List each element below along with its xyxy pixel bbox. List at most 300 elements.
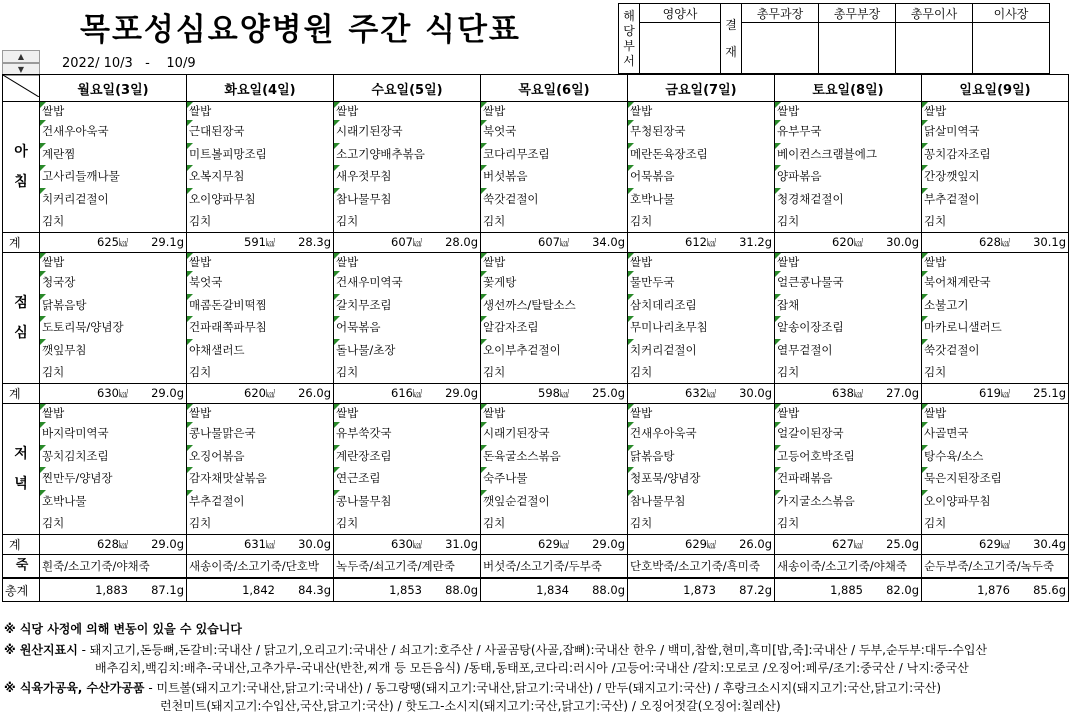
kcal-unit: ㎉ xyxy=(265,390,275,400)
sign-head-2: 총무부장 xyxy=(819,4,896,23)
kcal-value xyxy=(832,384,863,404)
dish-item: 김치 xyxy=(630,516,653,530)
dish-item: 김치 xyxy=(42,365,65,379)
grand-total-values xyxy=(775,579,921,601)
sign-head-4: 이사장 xyxy=(973,4,1050,23)
dish-item: 유부무국 xyxy=(775,120,921,143)
menu-cell xyxy=(775,404,922,535)
dish-item: 묵은지된장조림 xyxy=(922,467,1068,490)
grand-total-values xyxy=(922,579,1068,601)
dish-item: 콩나물무침 xyxy=(334,490,480,513)
kcal-value xyxy=(685,384,716,404)
dish-item: 얼갈이된장국 xyxy=(775,422,921,445)
dish-item: 갈치무조림 xyxy=(334,294,480,317)
dish-item: 쌀밥 xyxy=(628,102,774,120)
dish-item: 쌀밥 xyxy=(187,253,333,271)
note-origin-cont: 배추김치,백김치:배추-국내산,고추가루-국내산(반찬,찌개 등 모든음식) /동태,동태포,코다리:러시아 /고등어:국내산 /갈치:모로코 /오징어:페루/조기:중국산 / 낙지:중국산 xyxy=(95,661,969,675)
dish-item: 생선까스/탈탈소스 xyxy=(481,294,627,317)
total-cell xyxy=(922,233,1069,253)
dish-item: 코다리무조림 xyxy=(481,143,627,166)
kcal-unit: ㎉ xyxy=(118,239,128,249)
total-values xyxy=(481,384,627,403)
dish-item: 쌀밥 xyxy=(922,102,1068,120)
meal-total-row xyxy=(3,384,1069,404)
kcal-value xyxy=(391,384,422,404)
day-header: 토요일(8일) xyxy=(775,75,922,102)
note-processed-cont: 런천미트(돼지고기:수입산,국산,닭고기:국산) / 핫도그-소시지(돼지고기:국산,닭고기:국산) / 오징어젓갈(오징어:칠레산) xyxy=(160,699,781,713)
protein-value: 28.0g xyxy=(445,235,478,249)
kcal-number: 627 xyxy=(832,537,854,551)
total-label: 계 xyxy=(3,535,40,555)
total-cell xyxy=(481,384,628,404)
total-label: 계 xyxy=(3,384,40,404)
meal-label xyxy=(3,102,40,233)
protein-value: 28.3g xyxy=(298,235,331,249)
dish-item: 쌀밥 xyxy=(775,102,921,120)
dish-item: 야채샐러드 xyxy=(187,339,333,362)
protein-value: 31.0g xyxy=(445,537,478,551)
dish-item: 어묵볶음 xyxy=(334,316,480,339)
dish-item: 무미나리초무침 xyxy=(628,316,774,339)
total-values xyxy=(628,384,774,403)
total-cell xyxy=(775,535,922,555)
grand-kcal: 1,842 xyxy=(242,583,275,597)
dish-item: 꽁치감자조림 xyxy=(922,143,1068,166)
dish-item: 김치 xyxy=(336,365,359,379)
kcal-number: 631 xyxy=(244,537,266,551)
kcal-value xyxy=(391,535,422,555)
grand-kcal: 1,883 xyxy=(95,583,128,597)
dish-item: 오이부추겉절이 xyxy=(481,339,627,362)
total-values xyxy=(334,384,480,403)
total-values xyxy=(775,384,921,403)
grand-total-cell xyxy=(481,578,628,602)
menu-cell xyxy=(481,102,628,233)
kcal-number: 607 xyxy=(538,235,560,249)
dish-item: 쌀밥 xyxy=(40,404,186,422)
dish-item: 바지락미역국 xyxy=(40,422,186,445)
grand-protein: 87.1g xyxy=(151,583,184,597)
kcal-value xyxy=(97,233,128,253)
dish-item: 닭볶음탕 xyxy=(40,294,186,317)
dish-item: 돌나물/초장 xyxy=(334,339,480,362)
kcal-value xyxy=(244,384,275,404)
dish-item: 쌀밥 xyxy=(922,404,1068,422)
dish-item: 시래기된장국 xyxy=(481,422,627,445)
total-cell xyxy=(628,535,775,555)
grand-protein: 88.0g xyxy=(592,583,625,597)
kcal-unit: ㎉ xyxy=(1000,390,1010,400)
porridge-row xyxy=(3,555,1069,579)
dish-item: 꽁치김치조림 xyxy=(40,445,186,468)
protein-value: 34.0g xyxy=(592,235,625,249)
grand-protein: 88.0g xyxy=(445,583,478,597)
kcal-value xyxy=(97,384,128,404)
dish-item: 참나물무침 xyxy=(334,188,480,211)
dish-item: 김치 xyxy=(777,516,800,530)
dish-item: 청경채겉절이 xyxy=(775,188,921,211)
dish-item: 삼치데리조림 xyxy=(628,294,774,317)
grand-protein: 82.0g xyxy=(886,583,919,597)
protein-value: 25.0g xyxy=(886,537,919,551)
dish-item: 쌀밥 xyxy=(334,253,480,271)
dish-item: 소불고기 xyxy=(922,294,1068,317)
menu-cell xyxy=(628,404,775,535)
menu-cell xyxy=(775,102,922,233)
total-values xyxy=(40,535,186,554)
dish-item: 청포묵/양념장 xyxy=(628,467,774,490)
grand-total-values xyxy=(334,579,480,601)
menu-cell xyxy=(775,253,922,384)
kcal-number: 620 xyxy=(832,235,854,249)
dish-item: 양파볶음 xyxy=(775,165,921,188)
menu-cell xyxy=(40,253,187,384)
meal-row xyxy=(3,404,1069,535)
dish-item: 건새우미역국 xyxy=(334,271,480,294)
dish-item: 알감자조림 xyxy=(481,316,627,339)
menu-cell xyxy=(187,253,334,384)
dish-item: 꽃게탕 xyxy=(481,271,627,294)
grand-total-cell xyxy=(334,578,481,602)
protein-value: 29.0g xyxy=(151,386,184,400)
dept-label: 해 당 부 서 xyxy=(619,4,640,74)
dish-item: 김치 xyxy=(42,214,65,228)
dish-item: 김치 xyxy=(42,516,65,530)
total-values xyxy=(187,535,333,554)
protein-value: 30.4g xyxy=(1033,537,1066,551)
protein-value: 30.0g xyxy=(739,386,772,400)
menu-cell xyxy=(628,102,775,233)
protein-value: 30.0g xyxy=(298,537,331,551)
dish-item: 고사리들깨나물 xyxy=(40,165,186,188)
dish-item: 연근조림 xyxy=(334,467,480,490)
dish-item: 청국장 xyxy=(40,271,186,294)
kcal-number: 629 xyxy=(979,537,1001,551)
grand-protein: 84.3g xyxy=(298,583,331,597)
total-values xyxy=(481,233,627,252)
menu-cell xyxy=(334,102,481,233)
dish-item: 호박나물 xyxy=(628,188,774,211)
kcal-value xyxy=(538,233,569,253)
kcal-value xyxy=(97,535,128,555)
kcal-number: 628 xyxy=(97,537,119,551)
kcal-value xyxy=(538,384,569,404)
dept-head-label: 영양사 xyxy=(640,4,721,23)
kcal-number: 616 xyxy=(391,386,413,400)
dish-item: 김치 xyxy=(630,365,653,379)
note-change: ※ 식당 사정에 의해 변동이 있을 수 있습니다 xyxy=(4,622,242,636)
dish-item: 얼큰콩나물국 xyxy=(775,271,921,294)
dish-item: 치커리겉절이 xyxy=(628,339,774,362)
day-header: 수요일(5일) xyxy=(334,75,481,102)
kcal-unit: ㎉ xyxy=(118,541,128,551)
dish-item: 쌀밥 xyxy=(481,404,627,422)
total-cell xyxy=(40,384,187,404)
dish-item: 쌀밥 xyxy=(334,404,480,422)
menu-cell xyxy=(922,404,1069,535)
kcal-value xyxy=(979,535,1010,555)
kcal-unit: ㎉ xyxy=(706,541,716,551)
dish-item: 김치 xyxy=(924,365,947,379)
dish-item: 베이컨스크램블에그 xyxy=(775,143,921,166)
kcal-unit: ㎉ xyxy=(706,239,716,249)
dish-item: 닭볶음탕 xyxy=(628,445,774,468)
dish-item: 쌀밥 xyxy=(40,253,186,271)
kcal-number: 629 xyxy=(538,537,560,551)
dish-item: 김치 xyxy=(189,365,212,379)
kcal-number: 629 xyxy=(685,537,707,551)
dish-item: 콩나물맑은국 xyxy=(187,422,333,445)
spin-down-button[interactable]: ▼ xyxy=(2,63,40,76)
total-cell xyxy=(775,233,922,253)
sign-box-4[interactable] xyxy=(973,23,1050,74)
total-values xyxy=(187,384,333,403)
dish-item: 쑥갓겉절이 xyxy=(922,339,1068,362)
total-values xyxy=(922,233,1068,252)
dish-item: 사골면국 xyxy=(922,422,1068,445)
total-cell xyxy=(481,233,628,253)
dish-item: 무청된장국 xyxy=(628,120,774,143)
meal-label-char: 점 xyxy=(14,295,28,311)
kcal-number: 591 xyxy=(244,235,266,249)
note-origin: ※ 원산지표시 - 돼지고기,돈등뼈,돈갈비:국내산 / 닭고기,오리고기:국내산 / 쇠고기:호주산 / 사골곰탕(사골,잡뼈):국내산 한우 / 백미,찹쌀,현미,흑미[밥,죽]:국내산 / 두부,순두부:대두-수입산 xyxy=(4,643,988,657)
protein-value: 30.1g xyxy=(1033,235,1066,249)
kcal-value xyxy=(244,535,275,555)
date-range: 2022/ 10/3 - 10/9 xyxy=(62,56,196,71)
kcal-number: 620 xyxy=(244,386,266,400)
kcal-number: 598 xyxy=(538,386,560,400)
total-cell xyxy=(481,535,628,555)
dish-item: 시래기된장국 xyxy=(334,120,480,143)
dish-item: 오복지무침 xyxy=(187,165,333,188)
menu-cell xyxy=(922,102,1069,233)
dish-item: 가지굴소스볶음 xyxy=(775,490,921,513)
dish-item: 오이양파무침 xyxy=(922,490,1068,513)
dish-item: 쌀밥 xyxy=(334,102,480,120)
meal-label xyxy=(3,253,40,384)
kcal-unit: ㎉ xyxy=(706,390,716,400)
dish-item: 찐만두/양념장 xyxy=(40,467,186,490)
kcal-number: 612 xyxy=(685,235,707,249)
kcal-number: 630 xyxy=(391,537,413,551)
dish-item: 쌀밥 xyxy=(187,102,333,120)
dish-item: 간장깻잎지 xyxy=(922,165,1068,188)
protein-value: 25.1g xyxy=(1033,386,1066,400)
dish-item: 김치 xyxy=(777,365,800,379)
sign-head-3: 총무이사 xyxy=(896,4,973,23)
kcal-value xyxy=(244,233,275,253)
protein-value: 31.2g xyxy=(739,235,772,249)
sign-box-1[interactable] xyxy=(742,23,819,74)
kcal-unit: ㎉ xyxy=(559,239,569,249)
sign-box-2[interactable] xyxy=(819,23,896,74)
menu-cell xyxy=(922,253,1069,384)
dish-item: 쌀밥 xyxy=(481,102,627,120)
kcal-unit: ㎉ xyxy=(853,390,863,400)
total-values xyxy=(334,233,480,252)
total-values xyxy=(334,535,480,554)
total-values xyxy=(775,233,921,252)
dish-item: 쌀밥 xyxy=(922,253,1068,271)
dish-item: 물만두국 xyxy=(628,271,774,294)
dish-item: 북엇국 xyxy=(481,120,627,143)
total-cell xyxy=(187,233,334,253)
grand-kcal: 1,853 xyxy=(389,583,422,597)
protein-value: 29.0g xyxy=(151,537,184,551)
dish-item: 건새우아욱국 xyxy=(40,120,186,143)
dish-item: 감자채맛살볶음 xyxy=(187,467,333,490)
day-header-row xyxy=(3,75,1069,102)
grand-total-values xyxy=(187,579,333,601)
kcal-unit: ㎉ xyxy=(265,541,275,551)
dish-item: 오징어볶음 xyxy=(187,445,333,468)
dish-item: 건파래쪽파무침 xyxy=(187,316,333,339)
dish-item: 쌀밥 xyxy=(775,404,921,422)
grand-total-cell xyxy=(187,578,334,602)
total-values xyxy=(187,233,333,252)
dish-item: 김치 xyxy=(630,214,653,228)
dish-item: 호박나물 xyxy=(40,490,186,513)
dish-item: 치커리겉절이 xyxy=(40,188,186,211)
dish-item: 부추겉절이 xyxy=(922,188,1068,211)
dish-item: 계란찜 xyxy=(40,143,186,166)
page-title: 목포성심요양병원 주간 식단표 xyxy=(80,12,521,48)
dish-item: 건파래볶음 xyxy=(775,467,921,490)
kcal-value xyxy=(685,535,716,555)
dish-item: 쌀밥 xyxy=(775,253,921,271)
grand-total-values xyxy=(628,579,774,601)
dish-item: 새우젓무침 xyxy=(334,165,480,188)
dish-item: 김치 xyxy=(924,214,947,228)
kcal-number: 607 xyxy=(391,235,413,249)
dish-item: 북어채계란국 xyxy=(922,271,1068,294)
total-cell xyxy=(40,535,187,555)
kcal-value xyxy=(979,384,1010,404)
dish-item: 오이양파무침 xyxy=(187,188,333,211)
dish-item: 마카로니샐러드 xyxy=(922,316,1068,339)
total-values xyxy=(40,384,186,403)
sign-label: 결 재 xyxy=(721,4,742,74)
kcal-value xyxy=(832,233,863,253)
kcal-unit: ㎉ xyxy=(412,541,422,551)
dept-sign-box[interactable] xyxy=(640,23,721,74)
kcal-value xyxy=(832,535,863,555)
total-cell xyxy=(628,384,775,404)
menu-cell xyxy=(40,404,187,535)
kcal-unit: ㎉ xyxy=(559,390,569,400)
kcal-number: 638 xyxy=(832,386,854,400)
dish-item: 쌀밥 xyxy=(40,102,186,120)
sign-box-3[interactable] xyxy=(896,23,973,74)
total-values xyxy=(922,535,1068,554)
kcal-number: 628 xyxy=(979,235,1001,249)
corner-cell xyxy=(3,75,40,102)
kcal-unit: ㎉ xyxy=(853,541,863,551)
dish-item: 김치 xyxy=(336,516,359,530)
menu-cell xyxy=(481,253,628,384)
kcal-number: 619 xyxy=(979,386,1001,400)
dish-item: 쌀밥 xyxy=(187,404,333,422)
total-values xyxy=(628,535,774,554)
meal-label-char: 아 xyxy=(14,144,28,160)
kcal-value xyxy=(979,233,1010,253)
dish-item: 깻잎순겉절이 xyxy=(481,490,627,513)
total-values xyxy=(628,233,774,252)
dish-item: 메란돈육장조림 xyxy=(628,143,774,166)
day-header: 목요일(6일) xyxy=(481,75,628,102)
kcal-value xyxy=(685,233,716,253)
dish-item: 숙주나물 xyxy=(481,467,627,490)
approval-box xyxy=(618,3,1050,74)
porridge-label: 죽 xyxy=(3,555,40,579)
dish-item: 유부쑥갓국 xyxy=(334,422,480,445)
kcal-unit: ㎉ xyxy=(118,390,128,400)
menu-table xyxy=(2,74,1069,602)
protein-value: 27.0g xyxy=(886,386,919,400)
kcal-unit: ㎉ xyxy=(412,390,422,400)
dish-item: 건새우아욱국 xyxy=(628,422,774,445)
dish-item: 고등어호박조림 xyxy=(775,445,921,468)
dish-item: 쑥갓겉절이 xyxy=(481,188,627,211)
total-cell xyxy=(922,535,1069,555)
porridge-cell: 녹두죽/쇠고기죽/계란죽 xyxy=(334,555,481,579)
total-cell xyxy=(775,384,922,404)
menu-cell xyxy=(187,404,334,535)
dish-item: 김치 xyxy=(483,214,506,228)
grand-kcal: 1,834 xyxy=(536,583,569,597)
grand-total-cell xyxy=(628,578,775,602)
menu-cell xyxy=(334,253,481,384)
porridge-cell: 새송이죽/소고기죽/단호박 xyxy=(187,555,334,579)
porridge-cell: 버섯죽/소고기죽/두부죽 xyxy=(481,555,628,579)
menu-cell xyxy=(187,102,334,233)
total-cell xyxy=(334,384,481,404)
kcal-unit: ㎉ xyxy=(265,239,275,249)
dish-item: 김치 xyxy=(924,516,947,530)
total-cell xyxy=(40,233,187,253)
total-cell xyxy=(628,233,775,253)
total-label: 계 xyxy=(3,233,40,253)
dish-item: 계란장조림 xyxy=(334,445,480,468)
spin-up-button[interactable]: ▲ xyxy=(2,50,40,63)
meal-label-char: 저 xyxy=(14,446,28,462)
grand-kcal: 1,876 xyxy=(977,583,1010,597)
kcal-number: 630 xyxy=(97,386,119,400)
menu-cell xyxy=(40,102,187,233)
dish-item: 탕수육/소스 xyxy=(922,445,1068,468)
porridge-cell: 새송이죽/소고기죽/야채죽 xyxy=(775,555,922,579)
grand-total-values xyxy=(481,579,627,601)
day-header: 금요일(7일) xyxy=(628,75,775,102)
grand-total-row xyxy=(3,578,1069,602)
grand-total-cell xyxy=(40,578,187,602)
dish-item: 김치 xyxy=(483,516,506,530)
grand-total-cell xyxy=(775,578,922,602)
grand-kcal: 1,885 xyxy=(830,583,863,597)
grand-total-label: 총계 xyxy=(3,578,40,602)
total-values xyxy=(40,233,186,252)
grand-total-values xyxy=(40,579,186,601)
total-values xyxy=(481,535,627,554)
dish-item: 참나물무침 xyxy=(628,490,774,513)
porridge-cell: 단호박죽/소고기죽/흑미죽 xyxy=(628,555,775,579)
meal-row xyxy=(3,253,1069,384)
total-cell xyxy=(187,535,334,555)
grand-total-cell xyxy=(922,578,1069,602)
total-cell xyxy=(922,384,1069,404)
day-header: 일요일(9일) xyxy=(922,75,1069,102)
kcal-unit: ㎉ xyxy=(1000,239,1010,249)
